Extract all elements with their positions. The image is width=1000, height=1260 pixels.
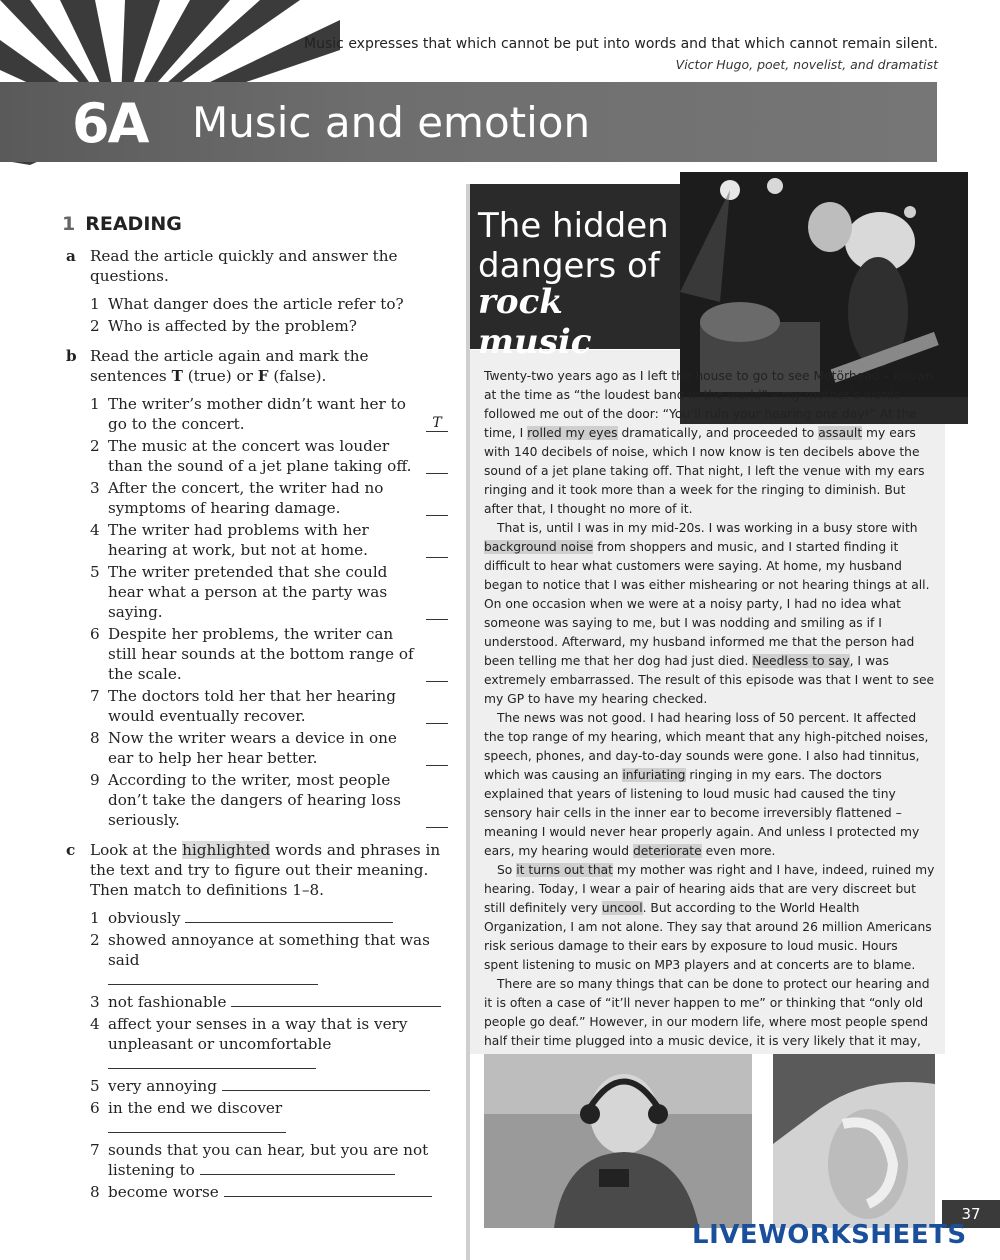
definition-item: 3 not fashionable [62,992,454,1012]
question-item: 1 What danger does the article refer to? [90,295,404,313]
article-text: There are so many things that can be done to protect our hearing and it is often a case of “it’ll never happen to me” or thinking that “only old people go deaf.” However, in our modern life, where most people spend half their time plugged into a music device, it is very likely that it may, [484,977,930,1048]
tf-answer-field[interactable] [426,665,448,682]
tf-item: 7 The doctors told her that her hearing would eventually recover. [62,686,454,726]
article-text: The news was not good. I had hearing loss of 50 percent. It affected the top range of my hearing, which meant that any high-pitched noises, speech, phones, and day-to-day sounds were gone. I also had tinnitus, which was causing an [484,711,929,782]
definition-answer-field[interactable] [108,970,318,985]
definition-item: 2 showed annoyance at something that was said [62,930,454,990]
watermark: LIVEWORKSHEETS [692,1220,967,1250]
tf-answer-field[interactable]: T [426,415,448,432]
definition-item: 6 in the end we discover [62,1098,454,1138]
tf-answer-field[interactable] [426,707,448,724]
article-text: ringing in my ears. The doctors explained that years of listening to loud music had caused the tiny sensory hair cells in the inner ear to become irreversibly flattened – meaning I would never hear properly again. And unless I protected my ears, my hearing would [484,768,920,858]
tf-answer-field[interactable] [426,603,448,620]
highlighted-phrase: rolled my eyes [527,426,618,440]
question-item: 2 Who is affected by the problem? [90,317,357,335]
part-c: c Look at the highlighted words and phrases in the text and try to figure out their meaning. Then match to definitions 1–8. [66,841,441,899]
part-instruction: Read the article quickly and answer the questions. [90,247,398,285]
definition-answer-field[interactable] [224,1182,432,1197]
highlighted-phrase: background noise [484,540,594,554]
hearing-aid-photo [773,1054,935,1228]
quote-text: Music expresses that which cannot be put into words and that which cannot remain silent. [304,36,938,52]
article-title: The hidden dangers of rock music [470,184,680,349]
tf-item: 1 The writer’s mother didn’t want her to go to the concert. T [62,394,454,434]
tf-item: 4 The writer had problems with her hearing at work, but not at home. [62,520,454,560]
exercise-column [62,214,454,1204]
article-paragraph [484,709,936,861]
section-title: READING [85,213,182,235]
tf-item: 9 According to the writer, most people don’t take the dangers of hearing loss seriously. [62,770,454,830]
highlighted-phrase: infuriating [622,768,686,782]
teen-headphones-photo [484,1054,752,1228]
tf-answer-field[interactable] [426,811,448,828]
epigraph [304,36,938,72]
highlighted-phrase: deteriorate [632,844,702,858]
tf-item: 6 Despite her problems, the writer can still hear sounds at the bottom range of the scale. [62,624,454,684]
tf-answer-field[interactable] [426,749,448,766]
definition-answer-field[interactable] [231,992,441,1007]
highlighted-phrase: it turns out that [516,863,613,877]
part-b: b Read the article again and mark the sentences T (true) or F (false). [66,347,369,385]
unit-title: Music and emotion [192,98,591,147]
article-text: That is, until I was in my mid-20s. I was working in a busy store with [497,521,918,535]
section-number: 1 [62,213,76,235]
page-number: 37 [942,1200,1000,1228]
article-text: my ears with 140 decibels of noise, which I now know is ten decibels above the sound of a jet plane taking off. That night, I left the venue with my ears ringing and it took more than a week for the ringing to diminish. But after that, I thought no more of it. [484,426,925,516]
part-letter: c [66,841,76,859]
article-text: dramatically, and proceeded to [617,426,819,440]
unit-number: 6A [72,92,148,155]
article-paragraph [484,367,936,519]
definition-answer-field[interactable] [108,1118,286,1133]
part-a [62,246,454,286]
article-paragraph [484,519,936,709]
article-text: my mother was right and I have, indeed, ruined my hearing. Today, I wear a pair of hearing aids that are very discreet but still definitely very [484,863,935,915]
highlighted-phrase: uncool [601,901,643,915]
article-text: . But according to the World Health Organization, I am not alone. They say that around 26 million Americans risk serious damage to their ears by exposure to loud music. Hours spent listening to music on MP3 players and at concerts are to blame. [484,901,932,972]
definition-item: 5 very annoying [62,1076,454,1096]
quote-author: Victor Hugo, poet, novelist, and dramatist [675,57,938,72]
definition-answer-field[interactable] [222,1076,430,1091]
section-heading [62,214,454,234]
tf-answer-field[interactable] [426,541,448,558]
article-text: even more. [701,844,776,858]
article-text: from shoppers and music, and I started finding it difficult to hear what customers were saying. At home, my husband began to notice that I was either mishearing or not hearing things at all. On one occasion when we were at a noisy party, I had no idea what someone was saying to me, but I was nodding and smiling as if I understood. Afterward, my husband informed me that the person had been telling me that her dog had just died. [484,540,930,668]
part-letter: b [66,347,77,365]
article-body [484,367,936,1070]
definition-answer-field[interactable] [200,1160,395,1175]
article-text: Twenty-two years ago as I left the house to go to see Motörhead – known at the time as “the loudest band in the world” – my mother’s words followed me out of the door: “You’ll ruin your hearing one day!” At the time, I [484,369,934,440]
tf-item: 8 Now the writer wears a device in one ear to help her hear better. [62,728,454,768]
article-text: So [497,863,517,877]
article-paragraph [484,861,936,975]
definition-item: 8 become worse [62,1182,454,1202]
tf-answer-field[interactable] [426,499,448,516]
definition-answer-field[interactable] [108,1054,316,1069]
highlighted-phrase: Needless to say [752,654,850,668]
definition-item: 7 sounds that you can hear, but you are not listening to [90,1141,429,1179]
article-text: , I was extremely embarrassed. The result of this episode was that I went to see my GP to have my hearing checked. [484,654,935,706]
tf-item: 2 The music at the concert was louder than the sound of a jet plane taking off. [62,436,454,476]
definition-item: 1 obviously [62,908,454,928]
tf-item: 5 The writer pretended that she could hear what a person at the party was saying. [62,562,454,622]
definition-answer-field[interactable] [185,908,393,923]
tf-item: 3 After the concert, the writer had no symptoms of hearing damage. [62,478,454,518]
highlighted-phrase: assault [818,426,863,440]
definition-item: 4 affect your senses in a way that is very unpleasant or uncomfortable [62,1014,454,1074]
tf-answer-field[interactable] [426,457,448,474]
part-letter: a [66,247,76,265]
